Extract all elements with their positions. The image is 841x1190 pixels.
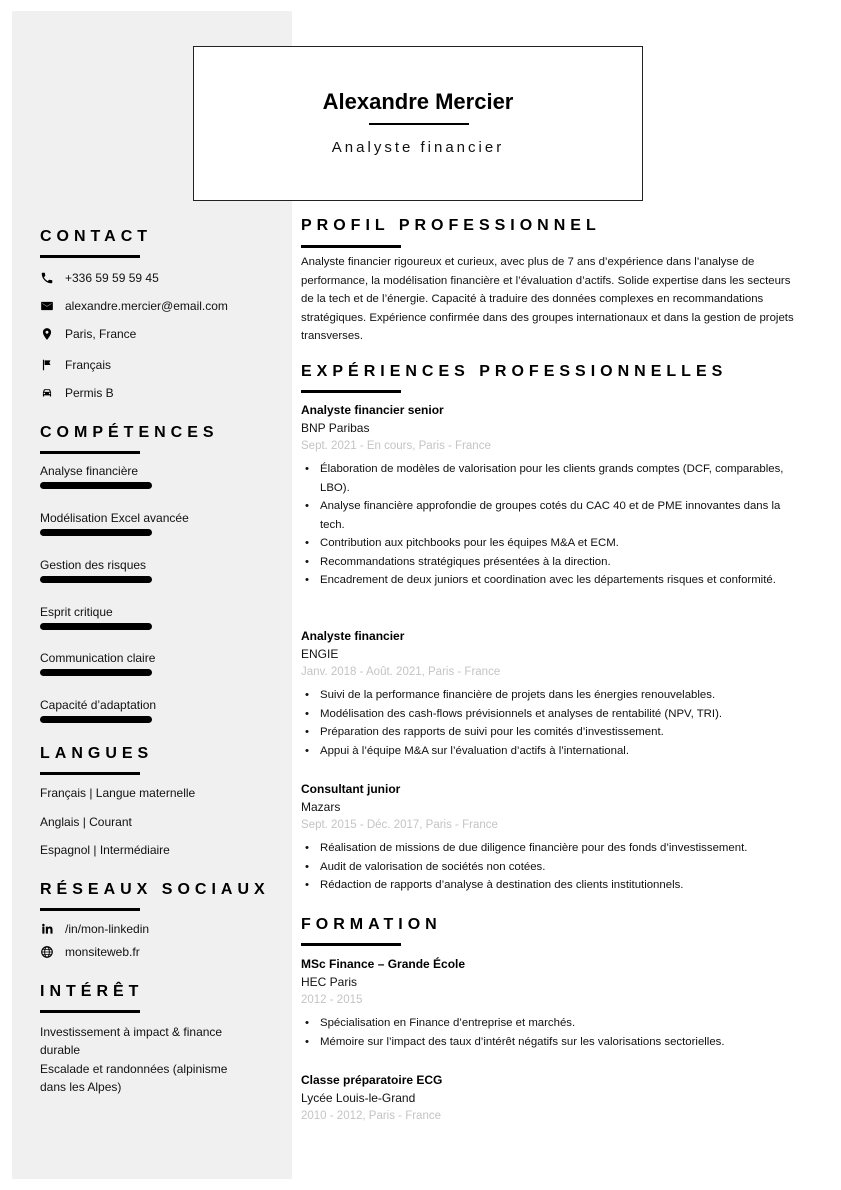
globe-icon — [40, 945, 54, 959]
job-company: Mazars — [301, 800, 341, 814]
skill-bar — [40, 482, 152, 489]
bullet-item: • Préparation des rapports de suivi pour les comités d’investissement. — [301, 723, 791, 742]
bullet-item: • Mémoire sur l’impact des taux d’intérêt négatifs sur les valorisations sectorielles. — [301, 1033, 791, 1052]
skill-bar — [40, 623, 152, 630]
bullet-item: • Spécialisation en Finance d’entreprise et marchés. — [301, 1014, 791, 1033]
skill-bar — [40, 529, 152, 536]
bullet-item: • Encadrement de deux juniors et coordination avec les départements risques et conformité. — [301, 571, 791, 590]
job-bullets — [301, 460, 791, 590]
header-box — [193, 46, 643, 201]
education-heading: FORMATION — [301, 916, 442, 933]
header-divider — [369, 123, 469, 125]
job-meta: Sept. 2021 - En cours, Paris - France — [301, 440, 491, 452]
email-icon — [40, 299, 54, 313]
social-linkedin[interactable] — [40, 921, 149, 937]
skill-bar — [40, 669, 152, 676]
skill-label: Esprit critique — [40, 605, 113, 619]
experience-heading: EXPÉRIENCES PROFESSIONNELLES — [301, 363, 728, 380]
contact-email — [40, 298, 228, 314]
contact-email-text: alexandre.mercier@email.com — [65, 299, 228, 313]
contact-phone — [40, 270, 159, 286]
flag-icon — [40, 358, 54, 372]
contact-nationality-text: Français — [65, 358, 112, 372]
candidate-job-title: Analyste financier — [331, 139, 505, 156]
contact-phone-text: +336 59 59 59 45 — [65, 271, 159, 285]
skills-heading: COMPÉTENCES — [40, 424, 219, 441]
experience-heading-rule — [301, 390, 401, 393]
skill-label: Modélisation Excel avancée — [40, 511, 189, 525]
language-item: Français | Langue maternelle — [40, 786, 196, 800]
social-website-text[interactable]: monsiteweb.fr — [65, 945, 140, 959]
bullet-item: • Contribution aux pitchbooks pour les équipes M&A et ECM. — [301, 534, 791, 553]
school-name: Lycée Louis-le-Grand — [301, 1091, 416, 1105]
phone-icon — [40, 271, 54, 285]
skill-label: Communication claire — [40, 651, 156, 665]
skills-heading-rule — [40, 451, 140, 454]
social-linkedin-text[interactable]: /in/mon-linkedin — [65, 922, 150, 936]
contact-heading: CONTACT — [40, 228, 153, 245]
bullet-item: • Rédaction de rapports d’analyse à destination des clients institutionnels. — [301, 876, 791, 895]
bullet-item: • Analyse financière approfondie de groupes cotés du CAC 40 et de PME innovantes dans la tech. — [301, 497, 791, 534]
job-meta: Sept. 2015 - Déc. 2017, Paris - France — [301, 819, 498, 831]
education-bullets — [301, 1014, 791, 1051]
contact-license — [40, 385, 114, 401]
job-meta: Janv. 2018 - Août. 2021, Paris - France — [301, 666, 501, 678]
degree-title: Classe préparatoire ECG — [301, 1073, 443, 1087]
skill-bar — [40, 716, 152, 723]
skill-label: Capacité d’adaptation — [40, 698, 157, 712]
bullet-item: • Réalisation de missions de due diligence financière pour des fonds d’investissement. — [301, 839, 791, 858]
car-icon — [40, 386, 54, 400]
contact-heading-rule — [40, 255, 140, 258]
languages-heading: LANGUES — [40, 745, 154, 762]
job-bullets — [301, 686, 791, 760]
interests-heading-rule — [40, 1010, 140, 1013]
profile-heading: PROFIL PROFESSIONNEL — [301, 217, 601, 234]
interest-item: Investissement à impact & finance durable — [40, 1025, 223, 1057]
education-meta: 2012 - 2015 — [301, 994, 363, 1006]
profile-heading-rule — [301, 245, 401, 248]
interest-item: Escalade et randonnées (alpinisme dans les Alpes) — [40, 1062, 228, 1094]
social-website[interactable] — [40, 944, 140, 960]
language-item: Espagnol | Intermédiaire — [40, 843, 170, 857]
profile-summary: Analyste financier rigoureux et curieux, avec plus de 7 ans d’expérience dans l’analyse de performance, la modélisation financière et l’évaluation d’actifs. Solide expertise dans les secteurs de la tech et de l’énergie. Capacité à traduire des données complexes en recommandations stratégiques. Expérience confirmée dans des groupes internationaux et dans la gestion de projets transverses. — [301, 256, 794, 342]
job-company: BNP Paribas — [301, 421, 370, 435]
skill-label: Analyse financière — [40, 464, 139, 478]
social-heading: RÉSEAUX SOCIAUX — [40, 881, 270, 898]
bullet-item: • Élaboration de modèles de valorisation pour les clients grands comptes (DCF, comparables, LBO). — [301, 460, 791, 497]
contact-nationality — [40, 357, 111, 373]
skill-bar — [40, 576, 152, 583]
contact-location-text: Paris, France — [65, 327, 137, 341]
bullet-item: • Modélisation des cash-flows prévisionnels et analyses de rentabilité (NPV, TRI). — [301, 705, 791, 724]
education-meta: 2010 - 2012, Paris - France — [301, 1110, 441, 1122]
job-bullets — [301, 839, 791, 895]
education-heading-rule — [301, 943, 401, 946]
bullet-item: • Recommandations stratégiques présentées à la direction. — [301, 553, 791, 572]
contact-license-text: Permis B — [65, 386, 114, 400]
candidate-name: Alexandre Mercier — [322, 89, 514, 114]
bullet-item: • Audit de valorisation de sociétés non cotées. — [301, 858, 791, 877]
bullet-item: • Appui à l’équipe M&A sur l’évaluation d’actifs à l’international. — [301, 742, 791, 761]
contact-location — [40, 326, 136, 342]
job-title: Analyste financier — [301, 629, 405, 643]
skill-label: Gestion des risques — [40, 558, 147, 572]
school-name: HEC Paris — [301, 975, 358, 989]
language-item: Anglais | Courant — [40, 815, 132, 829]
job-title: Analyste financier senior — [301, 403, 444, 417]
social-heading-rule — [40, 908, 140, 911]
languages-heading-rule — [40, 772, 140, 775]
job-company: ENGIE — [301, 647, 339, 661]
linkedin-icon — [40, 922, 54, 936]
bullet-item: • Suivi de la performance financière de projets dans les énergies renouvelables. — [301, 686, 791, 705]
interests-heading: INTÉRÊT — [40, 983, 144, 1000]
job-title: Consultant junior — [301, 782, 401, 796]
location-pin-icon — [40, 327, 54, 341]
degree-title: MSc Finance – Grande École — [301, 957, 466, 971]
